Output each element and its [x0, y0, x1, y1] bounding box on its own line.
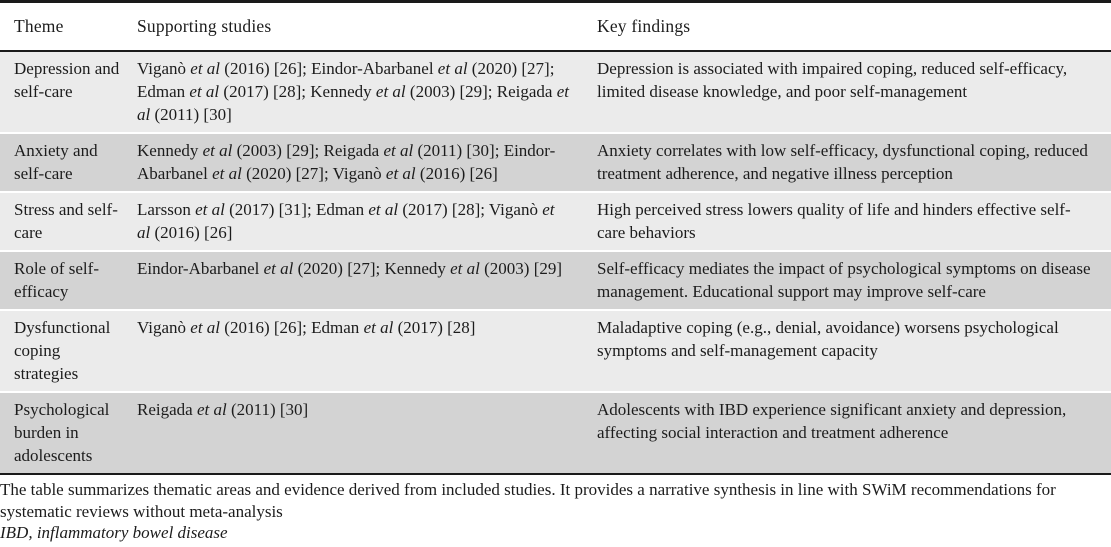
- findings-cell: Depression is associated with impaired coping, reduced self-efficacy, limited disease knowledge, and poor self-management: [597, 59, 1068, 101]
- theme-cell: Dysfunctional coping strategies: [14, 318, 111, 383]
- findings-cell: Anxiety correlates with low self-efficacy, dysfunctional coping, reduced treatment adherence, and negative illness perception: [597, 141, 1088, 183]
- findings-cell: Self-efficacy mediates the impact of psychological symptoms on disease management. Educational support may improve self-care: [597, 259, 1091, 301]
- theme-cell: Psychological burden in adolescents: [14, 400, 110, 465]
- table-row: [0, 250, 1111, 309]
- studies-cell: Viganò et al (2016) [26]; Eindor-Abarbanel et al (2020) [27]; Edman et al (2017) [28]; Kennedy et al (2003) [29]; Reigada et al (2011) [30]: [137, 59, 570, 124]
- findings-cell: Adolescents with IBD experience significant anxiety and depression, affecting social interaction and treatment adherence: [597, 400, 1067, 442]
- studies-cell: Larsson et al (2017) [31]; Edman et al (2017) [28]; Viganò et al (2016) [26]: [137, 200, 555, 242]
- table-row: [0, 391, 1111, 473]
- abbreviation-note: IBD, inflammatory bowel disease: [0, 523, 228, 542]
- table-footnotes: [0, 475, 1111, 544]
- table-row: [0, 132, 1111, 191]
- studies-cell: Viganò et al (2016) [26]; Edman et al (2017) [28]: [137, 318, 476, 337]
- findings-cell: Maladaptive coping (e.g., denial, avoidance) worsens psychological symptoms and self-management capacity: [597, 318, 1059, 360]
- theme-cell: Role of self-efficacy: [14, 259, 99, 301]
- studies-cell: Kennedy et al (2003) [29]; Reigada et al (2011) [30]; Eindor-Abarbanel et al (2020) [27]; Viganò et al (2016) [26]: [137, 141, 556, 183]
- table-row: [0, 191, 1111, 250]
- column-header-theme: Theme: [14, 16, 64, 36]
- theme-cell: Stress and self-care: [14, 200, 118, 242]
- studies-cell: Reigada et al (2011) [30]: [137, 400, 309, 419]
- table-row: [0, 309, 1111, 391]
- column-header-supporting-studies: Supporting studies: [137, 16, 272, 36]
- findings-cell: High perceived stress lowers quality of life and hinders effective self-care behaviors: [597, 200, 1071, 242]
- table-row: [0, 52, 1111, 132]
- column-header-key-findings: Key findings: [597, 16, 691, 36]
- table-note: The table summarizes thematic areas and evidence derived from included studies. It provides a narrative synthesis in line with SWiM recommendations for systematic reviews without meta-analysis: [0, 480, 1056, 521]
- theme-cell: Depression and self-care: [14, 59, 120, 101]
- studies-cell: Eindor-Abarbanel et al (2020) [27]; Kennedy et al (2003) [29]: [137, 259, 563, 278]
- theme-cell: Anxiety and self-care: [14, 141, 98, 183]
- table-header-row: [0, 3, 1111, 52]
